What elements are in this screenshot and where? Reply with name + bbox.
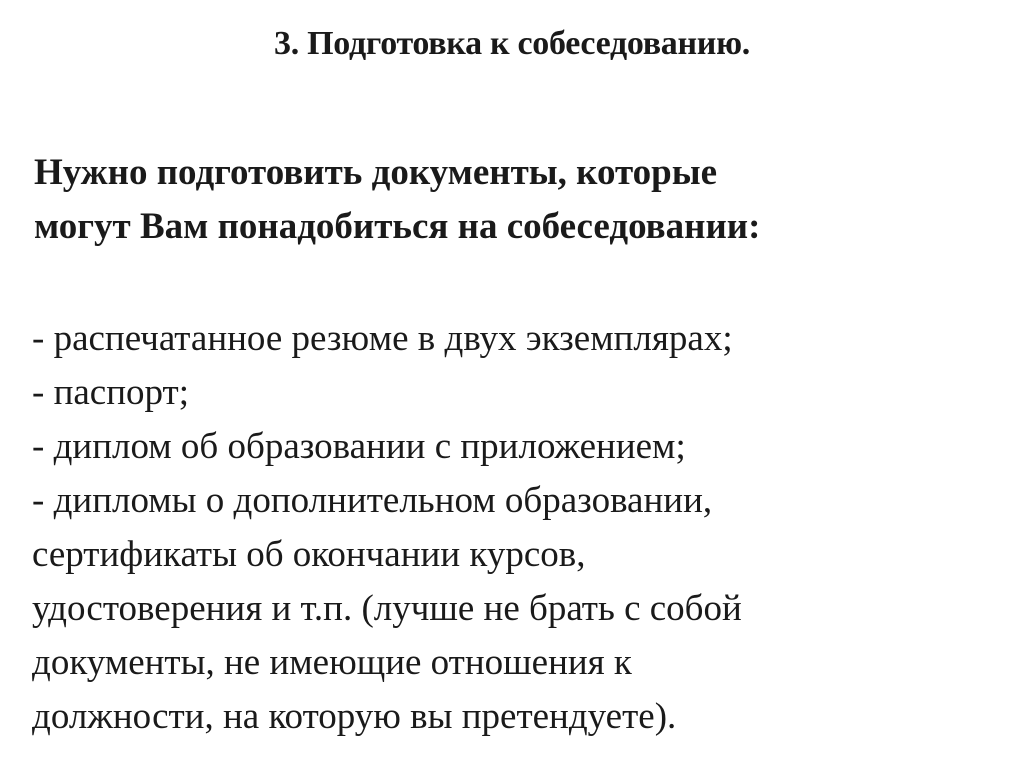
list-item-line: - паспорт;	[32, 372, 189, 413]
list-item	[32, 312, 1002, 366]
list-item-line: - дипломы о дополнительном образовании,	[32, 480, 713, 521]
list-item	[32, 474, 1002, 744]
intro-line: могут Вам понадобиться на собеседовании:	[34, 206, 761, 247]
list-item-line: удостоверения и т.п. (лучше не брать с собой	[32, 588, 742, 629]
list-item-line: - диплом об образовании с приложением;	[32, 426, 686, 467]
documents-list	[32, 312, 1002, 744]
list-item	[32, 420, 1002, 474]
intro-line: Нужно подготовить документы, которые	[34, 152, 718, 193]
list-item-line: документы, не имеющие отношения к	[32, 642, 632, 683]
list-item-line: сертификаты об окончании курсов,	[32, 534, 586, 575]
list-item	[32, 366, 1002, 420]
list-item-line: должности, на которую вы претендуете).	[32, 696, 677, 737]
slide-title: 3. Подготовка к собеседованию.	[274, 25, 750, 62]
list-item-line: - распечатанное резюме в двух экземплярах;	[32, 318, 733, 359]
intro-paragraph	[34, 146, 994, 254]
